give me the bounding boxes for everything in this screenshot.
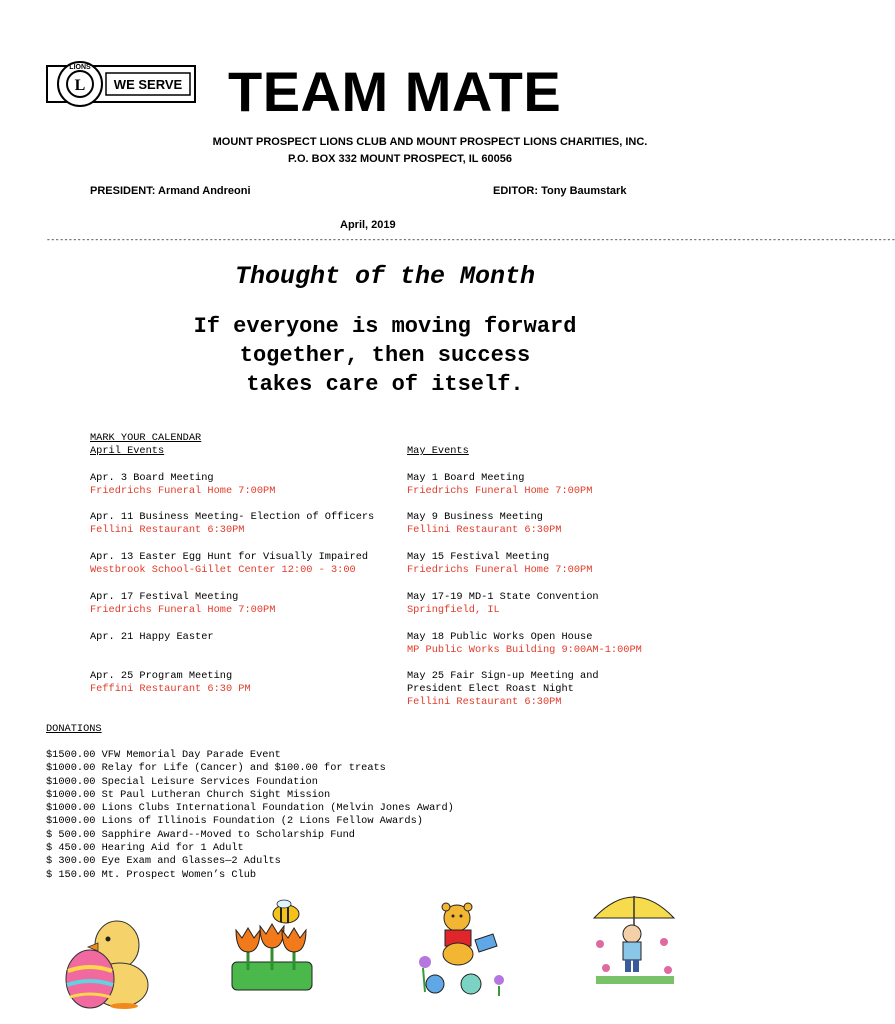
donation-item: $ 300.00 Eye Exam and Glasses—2 Adults	[46, 855, 281, 868]
easter-chick-icon	[62, 905, 152, 1015]
donation-item: $1500.00 VFW Memorial Day Parade Event	[46, 749, 281, 761]
thought-heading: Thought of the Month	[234, 262, 536, 291]
event-place: Fellini Restaurant 6:30PM	[90, 524, 245, 536]
may-event	[407, 670, 599, 709]
may-events-heading: May Events	[407, 445, 469, 457]
donation-item: $ 500.00 Sapphire Award--Moved to Scholarship Fund	[46, 828, 355, 841]
event-place: Springfield, IL	[407, 604, 500, 616]
organization-line: MOUNT PROSPECT LIONS CLUB AND MOUNT PROSPECT LIONS CHARITIES, INC.	[212, 136, 648, 148]
event-place: Fellini Restaurant 6:30PM	[407, 696, 562, 708]
event-place: MP Public Works Building 9:00AM-1:00PM	[407, 644, 642, 656]
event-place: Friedrichs Funeral Home 7:00PM	[90, 604, 276, 616]
newsletter-title: TEAM MATE	[228, 60, 562, 123]
event-name: May 1 Board Meeting	[407, 472, 525, 484]
april-event	[90, 511, 374, 537]
donation-item: $ 150.00 Mt. Prospect Women’s Club	[46, 868, 257, 881]
event-place: Westbrook School-Gillet Center 12:00 - 3:00	[90, 564, 356, 576]
svg-text:L: L	[74, 77, 86, 94]
lions-logo	[46, 60, 196, 108]
thought-line: together, then success	[239, 343, 531, 368]
thought-line: takes care of itself.	[246, 372, 524, 397]
april-event	[90, 670, 251, 696]
donation-item: $1000.00 St Paul Lutheran Church Sight Mission	[46, 788, 331, 801]
may-event	[407, 511, 561, 537]
april-event	[90, 551, 368, 577]
donation-item: $1000.00 Lions Clubs International Foundation (Melvin Jones Award)	[46, 802, 454, 815]
calendar-heading: MARK YOUR CALENDAR	[90, 432, 202, 444]
thought-quote	[150, 312, 620, 399]
event-place: Feffini Restaurant 6:30 PM	[90, 683, 251, 695]
event-name: Apr. 13 Easter Egg Hunt for Visually Impaired	[90, 551, 369, 563]
event-name: May 18 Public Works Open House	[407, 631, 593, 643]
event-place: Friedrichs Funeral Home 7:00PM	[407, 485, 593, 497]
may-event	[407, 551, 592, 577]
event-name: May 25 Fair Sign-up Meeting and	[407, 670, 599, 682]
donations-heading: DONATIONS	[46, 723, 102, 735]
event-place: Friedrichs Funeral Home 7:00PM	[407, 564, 593, 576]
event-name: Apr. 3 Board Meeting	[90, 472, 214, 484]
winnie-pooh-watering-icon	[413, 900, 513, 1005]
donation-item: $1000.00 Lions of Illinois Foundation (2 Lions Fellow Awards)	[46, 815, 423, 828]
svg-text:WE SERVE: WE SERVE	[113, 77, 183, 92]
event-name: Apr. 25 Program Meeting	[90, 670, 233, 682]
donation-item: $1000.00 Special Leisure Services Foundation	[46, 775, 318, 788]
april-event	[90, 472, 275, 498]
thought-line: If everyone is moving forward	[193, 314, 577, 339]
editor-line: EDITOR: Tony Baumstark	[493, 185, 627, 197]
april-event	[90, 631, 214, 644]
event-name: President Elect Roast Night	[407, 683, 574, 695]
donation-item: $ 450.00 Hearing Aid for 1 Adult	[46, 842, 244, 855]
event-place: Fellini Restaurant 6:30PM	[407, 524, 562, 536]
child-umbrella-icon	[592, 882, 677, 992]
issue-date: April, 2019	[340, 219, 396, 231]
president-line: PRESIDENT: Armand Andreoni	[90, 185, 251, 197]
event-name: Apr. 21 Happy Easter	[90, 631, 214, 643]
svg-text:LIONS: LIONS	[69, 64, 91, 71]
event-name: May 15 Festival Meeting	[407, 551, 550, 563]
dashed-divider: -------------------------------------------------------------------------------------------------------------------------------------------------------------------------------------------------	[46, 236, 895, 245]
may-event	[407, 472, 592, 498]
event-place: Friedrichs Funeral Home 7:00PM	[90, 485, 276, 497]
may-event	[407, 631, 642, 657]
event-name: May 9 Business Meeting	[407, 511, 543, 523]
april-events-heading: April Events	[90, 445, 165, 457]
april-event	[90, 591, 275, 617]
tulips-bee-icon	[228, 900, 318, 1000]
event-name: May 17-19 MD-1 State Convention	[407, 591, 599, 603]
may-event	[407, 591, 599, 617]
event-name: Apr. 11 Business Meeting- Election of Officers	[90, 511, 375, 523]
donations-list	[46, 749, 454, 882]
address-line: P.O. BOX 332 MOUNT PROSPECT, IL 60056	[288, 153, 512, 165]
event-name: Apr. 17 Festival Meeting	[90, 591, 239, 603]
donation-item: $1000.00 Relay for Life (Cancer) and $100.00 for treats	[46, 762, 386, 775]
